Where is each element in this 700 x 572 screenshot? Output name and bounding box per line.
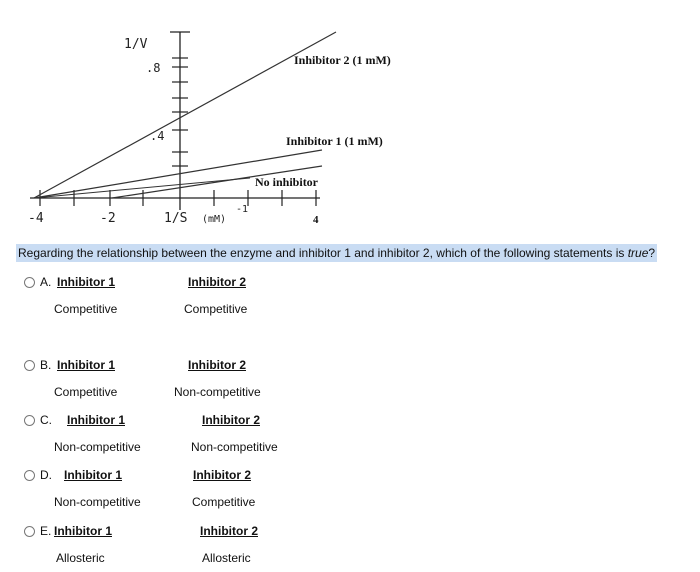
option-b-letter: B.: [40, 358, 52, 372]
option-a-header-2: Inhibitor 2: [188, 275, 246, 289]
y-tick-low: .4: [150, 129, 165, 143]
option-e-value-2: Allosteric: [202, 551, 251, 565]
option-b-value-2: Non-competitive: [174, 385, 261, 399]
option-b-radio[interactable]: [24, 360, 35, 371]
x-axis-exponent: -1: [236, 204, 249, 215]
option-e-header-1: Inhibitor 1: [54, 524, 112, 538]
option-e-letter: E.: [40, 524, 52, 538]
lineweaver-burk-graph: [0, 0, 700, 240]
option-a-header-1: Inhibitor 1: [57, 275, 115, 289]
x-tick-neg4: -4: [28, 211, 44, 226]
option-e-header-2: Inhibitor 2: [200, 524, 258, 538]
option-c-header-1: Inhibitor 1: [67, 413, 125, 427]
option-c-value-1: Non-competitive: [54, 440, 141, 454]
option-a-value-1: Competitive: [54, 302, 118, 316]
x-tick-neg2: -2: [100, 211, 116, 226]
x-axis-label: 1/S: [164, 211, 188, 226]
question-text: Regarding the relationship between the enzyme and inhibitor 1 and inhibitor 2, which of the following statements is true?: [18, 246, 656, 260]
x-tick-4: 4: [313, 214, 319, 226]
option-b-header-2: Inhibitor 2: [188, 358, 246, 372]
option-a-radio[interactable]: [24, 277, 35, 288]
option-d-value-1: Non-competitive: [54, 495, 141, 509]
option-c-letter: C.: [40, 413, 52, 427]
option-d-letter: D.: [40, 468, 52, 482]
inhibitor2-label: Inhibitor 2 (1 mM): [294, 53, 391, 67]
y-axis-label: 1/V: [124, 37, 148, 52]
no-inhibitor-label: No inhibitor: [255, 175, 319, 189]
option-e-value-1: Allosteric: [56, 551, 105, 565]
option-c-radio[interactable]: [24, 415, 35, 426]
inhibitor1-label: Inhibitor 1 (1 mM): [286, 134, 383, 148]
option-d-header-2: Inhibitor 2: [193, 468, 251, 482]
option-a-letter: A.: [40, 275, 52, 289]
option-d-value-2: Competitive: [192, 495, 256, 509]
option-d-header-1: Inhibitor 1: [64, 468, 122, 482]
y-tick-high: .8: [146, 61, 161, 75]
x-axis-unit: (mM): [202, 214, 227, 225]
option-e-radio[interactable]: [24, 526, 35, 537]
option-c-value-2: Non-competitive: [191, 440, 278, 454]
option-a-value-2: Competitive: [184, 302, 248, 316]
option-b-header-1: Inhibitor 1: [57, 358, 115, 372]
option-d-radio[interactable]: [24, 470, 35, 481]
option-c-header-2: Inhibitor 2: [202, 413, 260, 427]
option-b-value-1: Competitive: [54, 385, 118, 399]
helper-line: [34, 178, 250, 198]
